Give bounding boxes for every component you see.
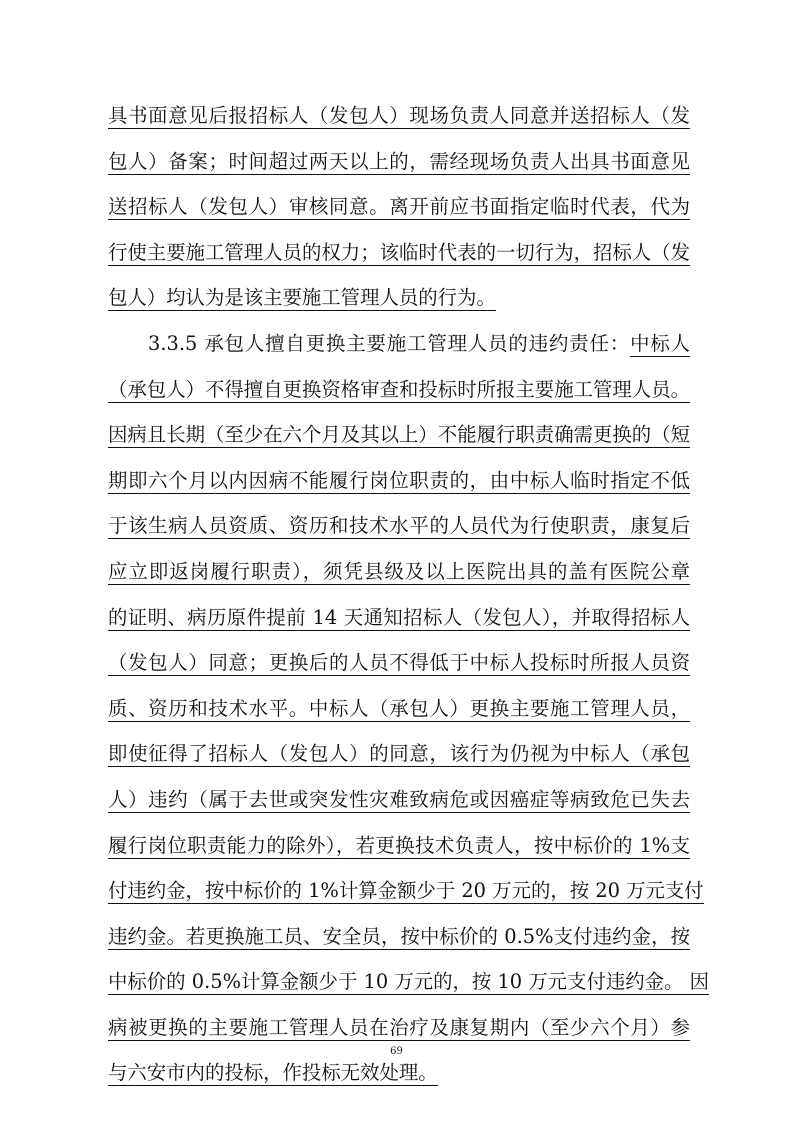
- text-line: [108, 415, 690, 461]
- text-line: [108, 187, 690, 233]
- document-body: [108, 96, 709, 1099]
- text-line: [108, 962, 709, 1008]
- text-line: [108, 734, 690, 780]
- text-line: [108, 142, 690, 188]
- text-line: [108, 871, 704, 917]
- line-text: 送招标人（发包人）审核同意。离开前应书面指定临时代表，代为: [108, 195, 690, 219]
- line-text: 期即六个月以内因病不能履行岗位职责的，由中标人临时指定不低: [108, 468, 690, 492]
- text-line: [108, 689, 690, 735]
- section-heading-line: [108, 324, 690, 370]
- text-line: [108, 826, 690, 872]
- line-text: （发包人）同意；更换后的人员不得低于中标人投标时所报人员资: [108, 651, 690, 675]
- text-line: [108, 1053, 690, 1099]
- line-text: 履行岗位职责能力的除外），若更换技术负责人，按中标价的 1%支: [108, 833, 690, 857]
- line-text: 与六安市内的投标，作投标无效处理。: [108, 1061, 438, 1085]
- line-text: 具书面意见后报招标人（发包人）现场负责人同意并送招标人（发: [108, 104, 690, 127]
- line-text: 的证明、病历原件提前 14 天通知招标人（发包人），并取得招标人: [108, 605, 690, 629]
- text-line: [108, 506, 690, 552]
- paragraph-2: [108, 324, 709, 1099]
- line-text: 病被更换的主要施工管理人员在治疗及康复期内（至少六个月）参: [108, 1015, 690, 1039]
- line-text: 应立即返岗履行职责），须凭县级及以上医院出具的盖有医院公章: [108, 559, 690, 583]
- text-line: [108, 370, 690, 416]
- text-line: [108, 96, 690, 142]
- text-line: [108, 278, 690, 324]
- text-line: [108, 552, 690, 598]
- paragraph-1: [108, 96, 690, 324]
- section-lead-tail: 中标人: [630, 331, 690, 355]
- line-text: 于该生病人员资质、资历和技术水平的人员代为行使职责，康复后: [108, 514, 690, 538]
- text-line: [108, 643, 690, 689]
- section-lead: 3.3.5 承包人擅自更换主要施工管理人员的违约责任：: [148, 331, 631, 355]
- line-text: 包人）均认为是该主要施工管理人员的行为。: [108, 286, 496, 310]
- text-line: [108, 461, 690, 507]
- page-number: 69: [390, 1046, 403, 1057]
- line-text: 即使征得了招标人（发包人）的同意，该行为仍视为中标人（承包: [108, 742, 690, 766]
- line-text: 质、资历和技术水平。中标人（承包人）更换主要施工管理人员，: [108, 696, 690, 720]
- line-text: 包人）备案；时间超过两天以上的，需经现场负责人出具书面意见: [108, 149, 690, 173]
- line-text: 违约金。若更换施工员、安全员，按中标价的 0.5%支付违约金，按: [108, 924, 690, 948]
- text-line: [108, 233, 690, 279]
- line-text: 中标价的 0.5%计算金额少于 10 万元的，按 10 万元支付违约金。 因: [108, 970, 709, 994]
- line-text: 付违约金，按中标价的 1%计算金额少于 20 万元的，按 20 万元支付: [108, 879, 704, 903]
- text-line: [108, 917, 690, 963]
- line-text: 行使主要施工管理人员的权力；该临时代表的一切行为，招标人（发: [108, 240, 690, 264]
- text-line: [108, 598, 690, 644]
- line-text: （承包人）不得擅自更换资格审查和投标时所报主要施工管理人员。: [108, 377, 690, 401]
- line-text: 因病且长期（至少在六个月及其以上）不能履行职责确需更换的（短: [108, 423, 690, 447]
- line-text: 人）违约（属于去世或突发性灾难致病危或因癌症等病致危已失去: [108, 787, 690, 811]
- text-line: [108, 780, 690, 826]
